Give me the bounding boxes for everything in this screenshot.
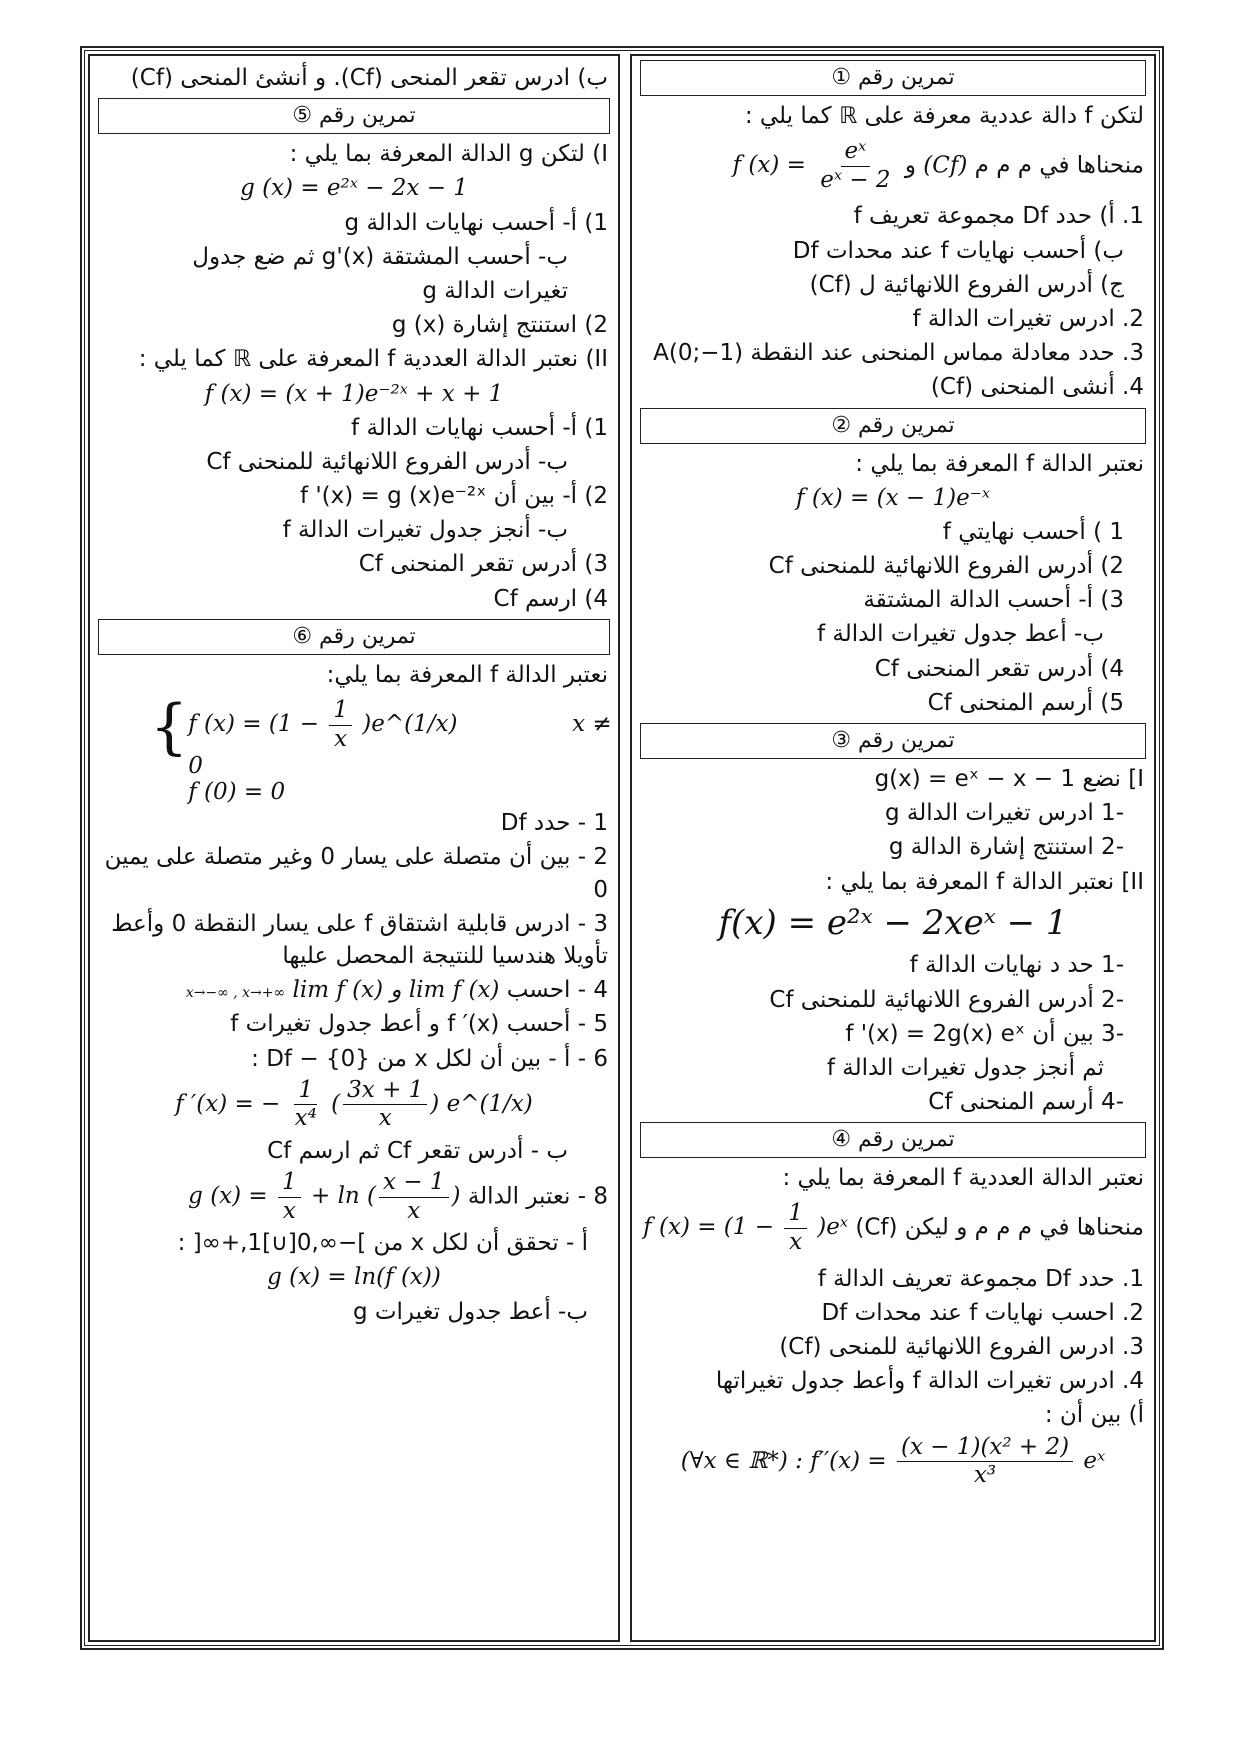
ex1-def-and: و (904, 152, 916, 179)
ex1-q2: 2. ادرس تغيرات الدالة f (912, 305, 1144, 332)
ex1-q1b: ب) أحسب نهايات f عند محدات Df (792, 237, 1124, 264)
ex1-fraction (816, 138, 894, 194)
ex4-second-derivative (632, 1434, 1154, 1490)
ex5-p2b: ب- أنجز جدول تغيرات الدالة f (282, 517, 568, 544)
ex6-q8 (90, 1169, 618, 1225)
ex4-f2-rhs: eˣ (1083, 1447, 1106, 1474)
ex5-g-definition: g (x) = e²ˣ − 2x − 1 (240, 175, 468, 202)
ex2-q5: 5) أرسم المنحنى Cf (927, 689, 1124, 716)
ex6-f6-fraction1 (291, 1077, 321, 1133)
ex5-f-definition: f (x) = (x + 1)e⁻²ˣ + x + 1 (204, 380, 504, 407)
ex2-definition: f (x) = (x − 1)e⁻ˣ (796, 484, 990, 511)
ex6-q4-lead: 4 - احسب (506, 977, 608, 1004)
ex2-q3a: 3) أ- أحسب الدالة المشتقة (863, 587, 1124, 614)
ex6-row1-rhs: )e^(1/x) (362, 711, 458, 738)
ex2-q3b: ب- أعط جدول تغيرات الدالة f (816, 621, 1104, 648)
ex3-def-formula: f(x) = e²ˣ − 2xeˣ − 1 (718, 902, 1068, 943)
ex6-q2: 2 - بين أن متصلة على يسار 0 وغير متصلة على يمين 0 (104, 844, 608, 903)
ex3-q1: -1 حد د نهايات الدالة f (909, 952, 1124, 979)
ex5-q1a: 1) أ- أحسب نهايات الدالة g (344, 209, 608, 236)
ex6-row1-num: 1 (329, 697, 352, 726)
ex6-row2: f (0) = 0 (188, 779, 286, 806)
ex2-intro: نعتبر الدالة f المعرفة بما يلي : (855, 450, 1144, 477)
ex6-f6-num2: 3x + 1 (343, 1077, 427, 1106)
ex4-definition (632, 1200, 1154, 1256)
ex4-intro: نعتبر الدالة العددية f المعرفة بما يلي : (782, 1165, 1144, 1192)
ex6-q8-lhs: g (x) = (188, 1183, 268, 1210)
ex4-q4: 4. ادرس تغيرات الدالة f وأعط جدول تغيراتها (715, 1368, 1144, 1395)
ex6-q8-num2: x − 1 (379, 1169, 449, 1198)
ex4-def-lhs: f (x) = (1 − (643, 1214, 774, 1241)
ex5-p3: 3) أدرس تقعر المنحنى Cf (358, 551, 608, 578)
ex6-row1-condition: x ≠ 0 (188, 711, 612, 780)
ex6-q8-mid: + ln (310, 1183, 360, 1210)
ex6-f6-rhs: e^(1/x) (446, 1090, 533, 1117)
ex3-q2: -2 أدرس الفروع اللانهائية للمنحنى Cf (769, 986, 1124, 1013)
ex1-def-lead: منحناها في م م م (974, 152, 1144, 179)
ex6-q4 (90, 974, 618, 1006)
ex1-cf: (Cf) (923, 152, 968, 179)
exercise-3-title: تمرين رقم ③ (640, 723, 1146, 759)
ex4-def-lead: منحناها في م م م (974, 1215, 1144, 1242)
ex5-p4: 4) ارسم Cf (493, 585, 608, 612)
ex4-f2-lhs: (∀x ∈ ℝ*) : f′′(x) = (680, 1447, 887, 1474)
ex6-q6b: ب - أدرس تقعر Cf ثم ارسم Cf (267, 1137, 568, 1164)
ex1-intro: لتكن f دالة عددية معرفة على ℝ كما يلي : (744, 103, 1144, 129)
ex1-den: eˣ − 2 (820, 166, 891, 193)
ex3-q3b: ثم أنجز جدول تغيرات الدالة f (826, 1054, 1104, 1081)
ex6-f6-num: 1 (294, 1077, 317, 1106)
ex4-den: x (789, 1229, 803, 1256)
ex5-part-I: I) لتكن g الدالة المعرفة بما يلي : (289, 141, 608, 168)
ex6-f6-fraction2 (343, 1077, 427, 1133)
ex3-q3: -3 بين أن f '(x) = 2g(x) eˣ (845, 1020, 1124, 1047)
ex3-i1: -1 ادرس تغيرات الدالة g (885, 800, 1124, 827)
ex6-row1-lhs: f (x) = (1 − (188, 711, 320, 738)
ex6-q6-formula (90, 1077, 618, 1133)
ex6-q8-den1: x (282, 1197, 296, 1224)
ex6-q4-limits: lim f (x) و lim f (x) (292, 977, 500, 1004)
left-column (88, 54, 620, 1642)
ex6-f6-den2: x (378, 1105, 392, 1132)
ex6-q5: 5 - أحسب f ′(x) و أعط جدول تغيرات f (230, 1011, 608, 1038)
exercise-4-title: تمرين رقم ④ (640, 1122, 1146, 1158)
ex2-q2: 2) أدرس الفروع اللانهائية للمنحنى Cf (768, 553, 1124, 580)
ex6-q8-num1: 1 (278, 1169, 301, 1198)
ex6-q8-formula: g (x) = $\frac{1}{x}$ + ln ( $\frac{x - 1}{x}$ ) (188, 1169, 461, 1224)
ex6-f6-formula: f ′(x) = − $\frac{1}{\text{x⁴}}$ ( $\frac{3x + 1}{x}$ ) e^(1/x) (175, 1076, 533, 1132)
ex6-q8-fraction2 (379, 1169, 449, 1225)
ex4-def-rhs: )eˣ (817, 1214, 849, 1241)
ex6-brace: { (150, 692, 189, 762)
ex4-q1: 1. حدد Df مجموعة تعريف الدالة f (817, 1265, 1144, 1292)
ex4-def-mid: و ليكن (Cf) (855, 1215, 968, 1242)
ex5-p2a: 2) أ- بين أن f '(x) = g (x)e⁻²ˣ (299, 483, 608, 510)
ex1-definition (632, 138, 1154, 194)
ex1-q4: 4. أنشى المنحنى (Cf) (930, 374, 1144, 401)
ex3-i2: -2 استنتج إشارة الدالة g (888, 834, 1124, 861)
ex5-q2: 2) استنتج إشارة g (x) (391, 312, 608, 339)
ex4-q4b-continued: ب) ادرس تقعر المنحى (Cf). و أنشئ المنحى (Cf) (130, 65, 608, 91)
ex5-p1a: 1) أ- أحسب نهايات الدالة f (351, 414, 608, 441)
ex1-formula (733, 138, 898, 194)
exercise-1-title: تمرين رقم ① (640, 60, 1146, 96)
ex4-f2-num: (x − 1)(x² + 2) (897, 1434, 1073, 1463)
ex4-fraction (784, 1200, 807, 1256)
ex4-f2-fraction (897, 1434, 1073, 1490)
ex6-f6-lhs: f ′(x) = − (175, 1090, 281, 1117)
exercise-6-title: تمرين رقم ⑥ (98, 619, 610, 655)
ex1-def-lhs: f (x) = (732, 152, 806, 179)
ex6-q3: 3 - ادرس قابلية اشتقاق f على يسار النقطة 0 وأعط تأويلا هندسيا للنتيجة المحصل عليها (111, 910, 608, 969)
ex4-q3: 3. ادرس الفروع اللانهائية للمنحى (Cf) (779, 1334, 1144, 1361)
ex1-q1c: ج) أدرس الفروع اللانهائية ل (Cf) (809, 271, 1124, 298)
ex6-q8a: أ - تحقق أن لكل x من ]−∞,0[∪]1,+∞[ : (177, 1230, 588, 1257)
ex2-q4: 4) أدرس تقعر المنحنى Cf (874, 655, 1124, 682)
exercise-2-title: تمرين رقم ② (640, 408, 1146, 444)
ex3-definition (632, 900, 1154, 948)
ex4-f2-formula (681, 1434, 1105, 1490)
ex5-p1b: ب- أدرس الفروع اللانهائية للمنحنى Cf (206, 448, 568, 475)
ex4-q4a: أ) بين أن : (1044, 1402, 1144, 1429)
ex6-row1-fraction (329, 697, 352, 753)
ex6-f6-den: x⁴ (294, 1105, 317, 1132)
ex3-part-II: II] نعتبر الدالة f المعرفة بما يلي : (825, 868, 1144, 895)
ex3-q4: -4 أرسم المنحنى Cf (928, 1089, 1124, 1116)
ex1-q1a: 1. أ) حدد Df مجموعة تعريف f (853, 203, 1144, 230)
ex5-part-II: II) نعتبر الدالة العددية f المعرفة على ℝ كما يلي : (138, 346, 608, 373)
ex5-q1b-continued: تغيرات الدالة g (422, 277, 568, 304)
ex6-piecewise-definition (150, 692, 618, 806)
ex3-part-I: I] نضع g(x) = eˣ − x − 1 (874, 766, 1144, 792)
ex6-q8-den2: x (407, 1197, 421, 1224)
ex6-q4-subscripts: x→−∞ , x→+∞ (185, 985, 286, 1002)
ex1-q3: 3. حدد معادلة مماس المنحنى عند النقطة A(0;−1) (653, 340, 1144, 367)
ex6-q8-fraction1 (278, 1169, 301, 1225)
ex6-row1-den: x (334, 725, 348, 752)
right-column (630, 54, 1156, 1642)
ex4-formula (643, 1200, 848, 1256)
ex6-q1: 1 - حدد Df (500, 810, 608, 837)
ex2-q1: 1 ) أحسب نهايتي f (942, 518, 1124, 545)
ex6-q8b: ب- أعط جدول تغيرات g (352, 1298, 588, 1325)
exercise-5-title: تمرين رقم ⑤ (98, 98, 610, 134)
ex4-q2: 2. احسب نهايات f عند محدات Df (821, 1299, 1144, 1326)
ex6-row1 (188, 697, 618, 779)
ex6-q8a-formula: g (x) = ln(f (x)) (267, 1264, 441, 1291)
ex6-piece-rows (188, 697, 618, 805)
ex4-f2-den: x³ (973, 1462, 997, 1489)
ex1-num: eˣ (841, 138, 871, 167)
ex6-intro: نعتبر الدالة f المعرفة بما يلي: (326, 661, 608, 688)
ex5-q1b: ب- أحسب المشتقة g'(x) ثم ضع جدول (192, 243, 568, 270)
ex4-num: 1 (784, 1200, 807, 1229)
ex6-q8-lead: 8 - نعتبر الدالة (467, 1183, 608, 1210)
ex6-q6: 6 - أ - بين أن لكل x من {0} − Df : (251, 1045, 608, 1072)
